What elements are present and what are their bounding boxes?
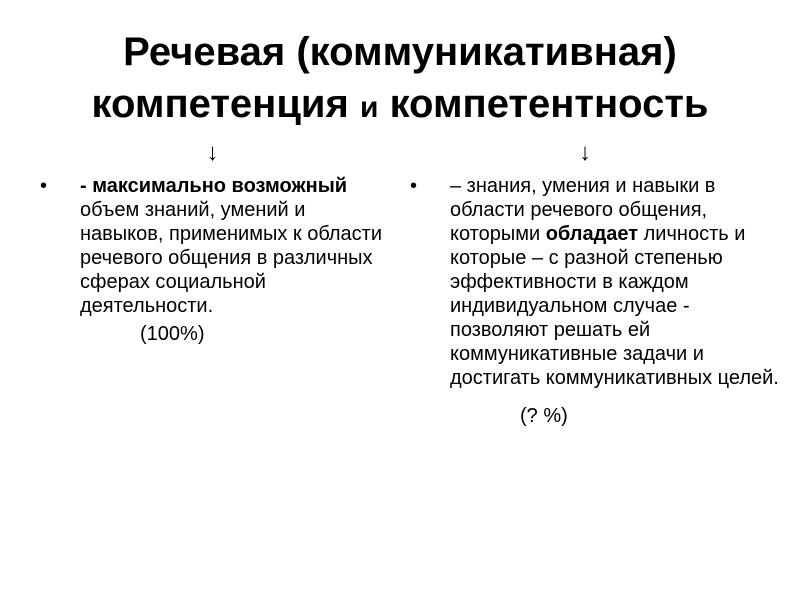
left-definition: [80, 174, 385, 318]
title-line-2-part-2: компетентность: [389, 82, 709, 126]
left-bold-phrase: - максимально возможный: [80, 175, 348, 197]
down-arrow-icon: ↓: [206, 139, 219, 166]
right-percent: (? %): [520, 405, 568, 427]
left-column-competence: [40, 140, 385, 346]
bullet-icon: •: [40, 175, 48, 197]
down-arrow-icon: ↓: [579, 139, 591, 166]
title-conjunction: и: [359, 91, 379, 124]
left-bullet-item: [40, 174, 385, 318]
right-bold-word: обладает: [545, 223, 639, 245]
slide-title: [0, 26, 800, 134]
left-percent: (100%): [140, 323, 205, 345]
right-definition: [450, 174, 780, 390]
title-line-2-part-1: компетенция: [91, 82, 349, 126]
bullet-icon: •: [410, 175, 418, 197]
right-body-text-2: личность и которые – с разной степенью эффективности в каждом индивидуальном случае - позволяют решать ей коммуникативные задачи и достигать коммуникативных целей.: [450, 223, 779, 389]
right-bullet-item: [410, 174, 780, 390]
right-body-text-1: – знания, умения и навыки в области речевого общения, которыми: [450, 175, 716, 245]
left-body-text: объем знаний, умений и навыков, применимых к области речевого общения в различных сферах социальной деятельности.: [80, 199, 383, 317]
right-column-competency: [410, 140, 780, 428]
title-line-1: Речевая (коммуникативная): [123, 30, 677, 74]
